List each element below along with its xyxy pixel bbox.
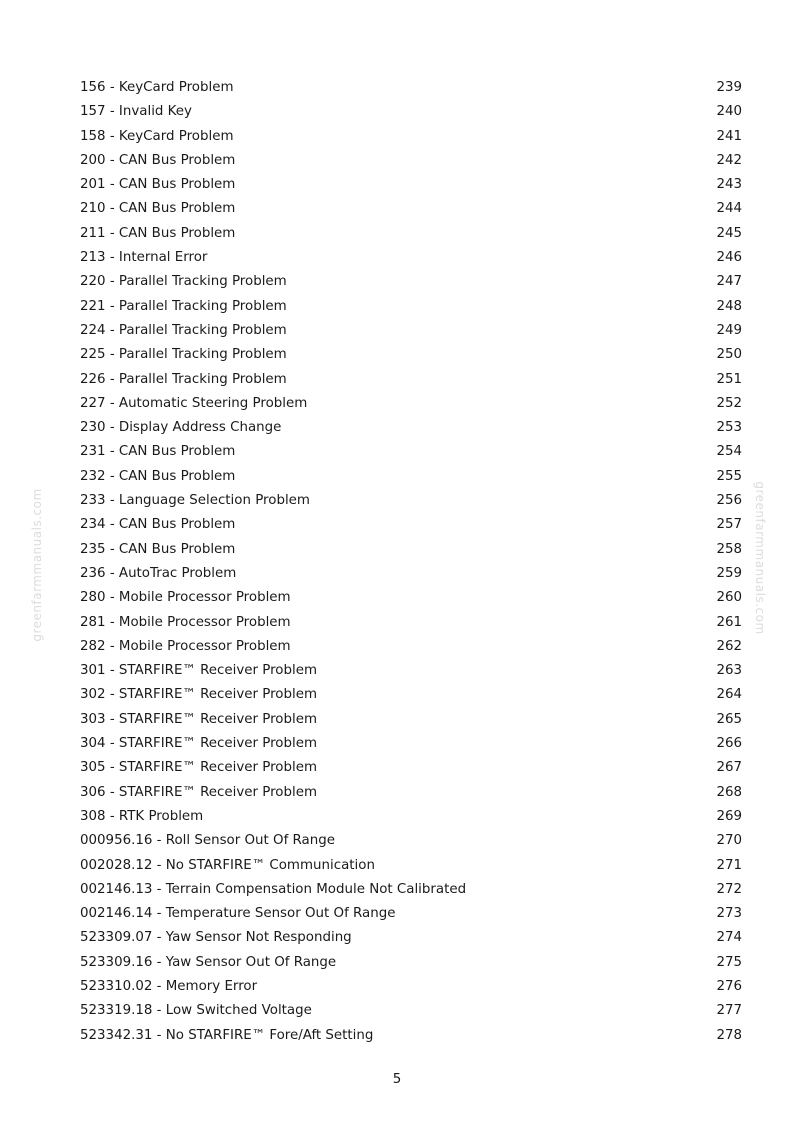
toc-entry-title: 226 - Parallel Tracking Problem (80, 371, 287, 387)
toc-entry-page: 266 (716, 736, 742, 752)
toc-entry-page: 255 (716, 468, 742, 484)
toc-entry-title: 221 - Parallel Tracking Problem (80, 298, 287, 314)
toc-entry-page: 256 (716, 493, 742, 509)
toc-entry-title: 157 - Invalid Key (80, 104, 192, 120)
toc-entry[interactable] (80, 125, 742, 149)
toc-entry-page: 272 (716, 881, 742, 897)
page-number: 5 (392, 1072, 402, 1087)
toc-entry-page: 278 (716, 1027, 742, 1043)
toc-entry[interactable] (80, 173, 742, 197)
toc-entry-title: 303 - STARFIRE™ Receiver Problem (80, 711, 318, 727)
toc-entry-title: 230 - Display Address Change (80, 420, 282, 436)
toc-entry-title: 213 - Internal Error (80, 250, 208, 266)
toc-entry-title: 282 - Mobile Processor Problem (80, 638, 291, 654)
toc-entry[interactable] (80, 659, 742, 683)
toc-entry-page: 251 (716, 371, 742, 387)
toc-entry-title: 236 - AutoTrac Problem (80, 565, 237, 581)
table-of-contents (80, 76, 742, 1048)
toc-entry[interactable] (80, 416, 742, 440)
toc-entry-page: 260 (716, 590, 742, 606)
toc-entry-title: 306 - STARFIRE™ Receiver Problem (80, 784, 318, 800)
toc-entry[interactable] (80, 781, 742, 805)
toc-entry-page: 249 (716, 322, 742, 338)
toc-entry-page: 250 (716, 347, 742, 363)
toc-entry-title: 523342.31 - No STARFIRE™ Fore/Aft Setting (80, 1027, 374, 1043)
toc-entry[interactable] (80, 76, 742, 100)
toc-entry[interactable] (80, 343, 742, 367)
toc-entry[interactable] (80, 368, 742, 392)
toc-entry-page: 273 (716, 906, 742, 922)
toc-entry[interactable] (80, 197, 742, 221)
toc-entry-title: 158 - KeyCard Problem (80, 128, 234, 144)
toc-entry-page: 240 (716, 104, 742, 120)
toc-entry-page: 270 (716, 833, 742, 849)
toc-entry[interactable] (80, 878, 742, 902)
toc-entry-title: 232 - CAN Bus Problem (80, 468, 236, 484)
toc-entry-page: 258 (716, 541, 742, 557)
toc-entry-page: 244 (716, 201, 742, 217)
toc-entry[interactable] (80, 829, 742, 853)
toc-entry[interactable] (80, 465, 742, 489)
toc-entry-title: 220 - Parallel Tracking Problem (80, 274, 287, 290)
toc-entry[interactable] (80, 732, 742, 756)
toc-entry[interactable] (80, 635, 742, 659)
toc-entry-title: 231 - CAN Bus Problem (80, 444, 236, 460)
toc-entry[interactable] (80, 489, 742, 513)
toc-entry-title: 523309.16 - Yaw Sensor Out Of Range (80, 954, 337, 970)
toc-entry[interactable] (80, 538, 742, 562)
toc-entry-title: 224 - Parallel Tracking Problem (80, 322, 287, 338)
toc-entry[interactable] (80, 246, 742, 270)
toc-entry[interactable] (80, 999, 742, 1023)
toc-entry-page: 268 (716, 784, 742, 800)
toc-entry-page: 259 (716, 565, 742, 581)
toc-entry-page: 248 (716, 298, 742, 314)
toc-entry-title: 523319.18 - Low Switched Voltage (80, 1003, 312, 1019)
toc-entry[interactable] (80, 513, 742, 537)
toc-entry[interactable] (80, 854, 742, 878)
toc-entry-title: 156 - KeyCard Problem (80, 80, 234, 95)
toc-entry-page: 275 (716, 954, 742, 970)
toc-entry-title: 227 - Automatic Steering Problem (80, 395, 308, 411)
toc-entry[interactable] (80, 100, 742, 124)
toc-entry-title: 201 - CAN Bus Problem (80, 177, 236, 193)
toc-entry-title: 234 - CAN Bus Problem (80, 517, 236, 533)
toc-entry-title: 235 - CAN Bus Problem (80, 541, 236, 557)
toc-entry-title: 308 - RTK Problem (80, 808, 204, 824)
toc-entry-page: 269 (716, 808, 742, 824)
toc-entry-page: 247 (716, 274, 742, 290)
toc-entry-page: 267 (716, 760, 742, 776)
toc-entry[interactable] (80, 586, 742, 610)
toc-entry[interactable] (80, 1024, 742, 1048)
toc-entry-page: 264 (716, 687, 742, 703)
toc-entry-page: 243 (716, 177, 742, 193)
toc-entry-title: 281 - Mobile Processor Problem (80, 614, 291, 630)
toc-entry-page: 239 (716, 80, 742, 95)
toc-entry-title: 523310.02 - Memory Error (80, 978, 258, 994)
toc-entry[interactable] (80, 149, 742, 173)
toc-entry-title: 002028.12 - No STARFIRE™ Communication (80, 857, 375, 873)
toc-entry-page: 241 (716, 128, 742, 144)
toc-entry-title: 002146.13 - Terrain Compensation Module Not Calibrated (80, 881, 467, 897)
toc-entry[interactable] (80, 392, 742, 416)
toc-entry-page: 245 (716, 225, 742, 241)
toc-entry-title: 302 - STARFIRE™ Receiver Problem (80, 687, 318, 703)
toc-entry[interactable] (80, 222, 742, 246)
toc-entry-title: 523309.07 - Yaw Sensor Not Responding (80, 930, 352, 946)
toc-entry-title: 280 - Mobile Processor Problem (80, 590, 291, 606)
toc-entry-page: 263 (716, 663, 742, 679)
toc-entry[interactable] (80, 270, 742, 294)
toc-entry-title: 210 - CAN Bus Problem (80, 201, 236, 217)
toc-entry-title: 225 - Parallel Tracking Problem (80, 347, 287, 363)
toc-entry[interactable] (80, 756, 742, 780)
toc-entry[interactable] (80, 295, 742, 319)
toc-entry[interactable] (80, 805, 742, 829)
toc-entry-page: 274 (716, 930, 742, 946)
toc-entry-title: 211 - CAN Bus Problem (80, 225, 236, 241)
toc-entry[interactable] (80, 319, 742, 343)
toc-entry-title: 304 - STARFIRE™ Receiver Problem (80, 736, 318, 752)
toc-entry-page: 252 (716, 395, 742, 411)
toc-entry-title: 200 - CAN Bus Problem (80, 152, 236, 168)
toc-entry-page: 265 (716, 711, 742, 727)
toc-entry-page: 262 (716, 638, 742, 654)
toc-entry-title: 000956.16 - Roll Sensor Out Of Range (80, 833, 335, 849)
toc-entry-title: 301 - STARFIRE™ Receiver Problem (80, 663, 318, 679)
toc-entry-page: 254 (716, 444, 742, 460)
toc-entry-title: 233 - Language Selection Problem (80, 493, 310, 509)
toc-entry[interactable] (80, 708, 742, 732)
toc-entry[interactable] (80, 926, 742, 950)
toc-entry-title: 305 - STARFIRE™ Receiver Problem (80, 760, 318, 776)
toc-entry[interactable] (80, 611, 742, 635)
toc-entry-title: 002146.14 - Temperature Sensor Out Of Range (80, 906, 396, 922)
toc-entry[interactable] (80, 440, 742, 464)
toc-entry-page: 253 (716, 420, 742, 436)
toc-entry-page: 261 (716, 614, 742, 630)
toc-entry[interactable] (80, 951, 742, 975)
toc-entry[interactable] (80, 562, 742, 586)
toc-entry-page: 242 (716, 152, 742, 168)
toc-entry[interactable] (80, 683, 742, 707)
toc-entry-page: 246 (716, 250, 742, 266)
toc-entry-page: 257 (716, 517, 742, 533)
toc-entry[interactable] (80, 975, 742, 999)
toc-entry[interactable] (80, 902, 742, 926)
toc-entry-page: 276 (716, 978, 742, 994)
toc-entry-page: 271 (716, 857, 742, 873)
toc-entry-page: 277 (716, 1003, 742, 1019)
